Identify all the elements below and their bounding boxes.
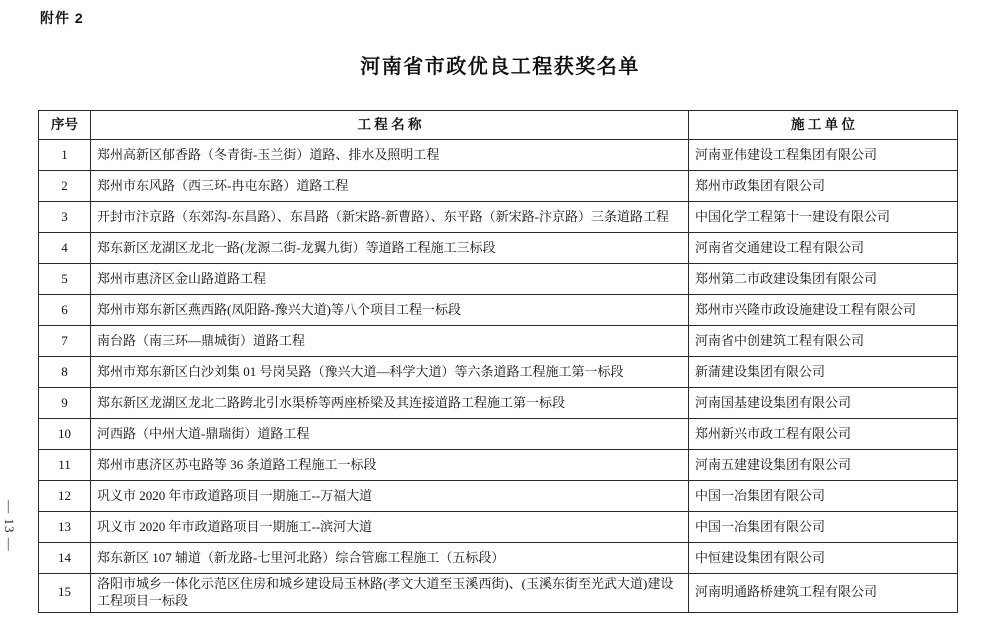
table-row: [39, 574, 958, 613]
cell-project: 郑州高新区郁香路（冬青街-玉兰街）道路、排水及照明工程: [91, 140, 689, 171]
page-number: — 13 —: [2, 500, 17, 552]
cell-project: 巩义市 2020 年市政道路项目一期施工--滨河大道: [91, 512, 689, 543]
cell-project: 洛阳市城乡一体化示范区住房和城乡建设局玉林路(孝文大道至玉溪西街)、(玉溪东街至光武大道)建设工程项目一标段: [91, 574, 689, 613]
cell-index: 15: [39, 574, 91, 613]
table-row: [39, 357, 958, 388]
awards-table: [38, 110, 958, 613]
cell-contractor: 中国化学工程第十一建设有限公司: [689, 202, 958, 233]
cell-contractor: 中国一冶集团有限公司: [689, 481, 958, 512]
cell-index: 9: [39, 388, 91, 419]
header-project: 工 程 名 称: [91, 111, 689, 140]
header-index: 序号: [39, 111, 91, 140]
cell-contractor: 河南亚伟建设工程集团有限公司: [689, 140, 958, 171]
table-row: [39, 171, 958, 202]
cell-project: 郑州市郑东新区白沙刘集 01 号岗吴路（豫兴大道—科学大道）等六条道路工程施工第一标段: [91, 357, 689, 388]
header-row: [39, 111, 958, 140]
cell-contractor: 郑州市政集团有限公司: [689, 171, 958, 202]
attachment-label: 附件 2: [40, 10, 84, 26]
cell-project: 河西路（中州大道-鼎瑞街）道路工程: [91, 419, 689, 450]
table-row: [39, 543, 958, 574]
cell-project: 郑州市惠济区苏屯路等 36 条道路工程施工一标段: [91, 450, 689, 481]
cell-index: 10: [39, 419, 91, 450]
table-row: [39, 202, 958, 233]
cell-index: 3: [39, 202, 91, 233]
table-row: [39, 326, 958, 357]
cell-contractor: 新蒲建设集团有限公司: [689, 357, 958, 388]
table-row: [39, 295, 958, 326]
table-row: [39, 233, 958, 264]
cell-contractor: 郑州第二市政建设集团有限公司: [689, 264, 958, 295]
cell-project: 南台路（南三环—鼎城街）道路工程: [91, 326, 689, 357]
cell-index: 12: [39, 481, 91, 512]
table-row: [39, 481, 958, 512]
cell-contractor: 河南五建建设集团有限公司: [689, 450, 958, 481]
table-body: [39, 140, 958, 613]
cell-index: 6: [39, 295, 91, 326]
cell-project: 巩义市 2020 年市政道路项目一期施工--万福大道: [91, 481, 689, 512]
cell-contractor: 河南省中创建筑工程有限公司: [689, 326, 958, 357]
cell-index: 8: [39, 357, 91, 388]
cell-contractor: 河南明通路桥建筑工程有限公司: [689, 574, 958, 613]
cell-project: 郑东新区龙湖区龙北二路跨北引水渠桥等两座桥梁及其连接道路工程施工第一标段: [91, 388, 689, 419]
table-row: [39, 419, 958, 450]
cell-project: 郑州市惠济区金山路道路工程: [91, 264, 689, 295]
cell-index: 2: [39, 171, 91, 202]
cell-index: 1: [39, 140, 91, 171]
page-title: 河南省市政优良工程获奖名单: [360, 56, 640, 78]
cell-contractor: 郑州新兴市政工程有限公司: [689, 419, 958, 450]
cell-contractor: 中国一冶集团有限公司: [689, 512, 958, 543]
table-header: [39, 111, 958, 140]
cell-project: 郑州市东风路（西三环-冉屯东路）道路工程: [91, 171, 689, 202]
cell-project: 郑东新区 107 辅道（新龙路-七里河北路）综合管廊工程施工（五标段）: [91, 543, 689, 574]
table-row: [39, 264, 958, 295]
cell-index: 5: [39, 264, 91, 295]
table-row: [39, 140, 958, 171]
cell-project: 开封市汴京路（东郊沟-东昌路）、东昌路（新宋路-新曹路）、东平路（新宋路-汴京路）三条道路工程: [91, 202, 689, 233]
cell-project: 郑东新区龙湖区龙北一路(龙源二街-龙翼九街）等道路工程施工三标段: [91, 233, 689, 264]
cell-index: 14: [39, 543, 91, 574]
cell-contractor: 中恒建设集团有限公司: [689, 543, 958, 574]
cell-contractor: 河南省交通建设工程有限公司: [689, 233, 958, 264]
header-contractor: 施 工 单 位: [689, 111, 958, 140]
cell-index: 13: [39, 512, 91, 543]
table-row: [39, 512, 958, 543]
table-row: [39, 450, 958, 481]
cell-index: 7: [39, 326, 91, 357]
cell-contractor: 河南国基建设集团有限公司: [689, 388, 958, 419]
table-row: [39, 388, 958, 419]
cell-index: 4: [39, 233, 91, 264]
cell-project: 郑州市郑东新区燕西路(凤阳路-豫兴大道)等八个项目工程一标段: [91, 295, 689, 326]
cell-contractor: 郑州市兴隆市政设施建设工程有限公司: [689, 295, 958, 326]
cell-index: 11: [39, 450, 91, 481]
